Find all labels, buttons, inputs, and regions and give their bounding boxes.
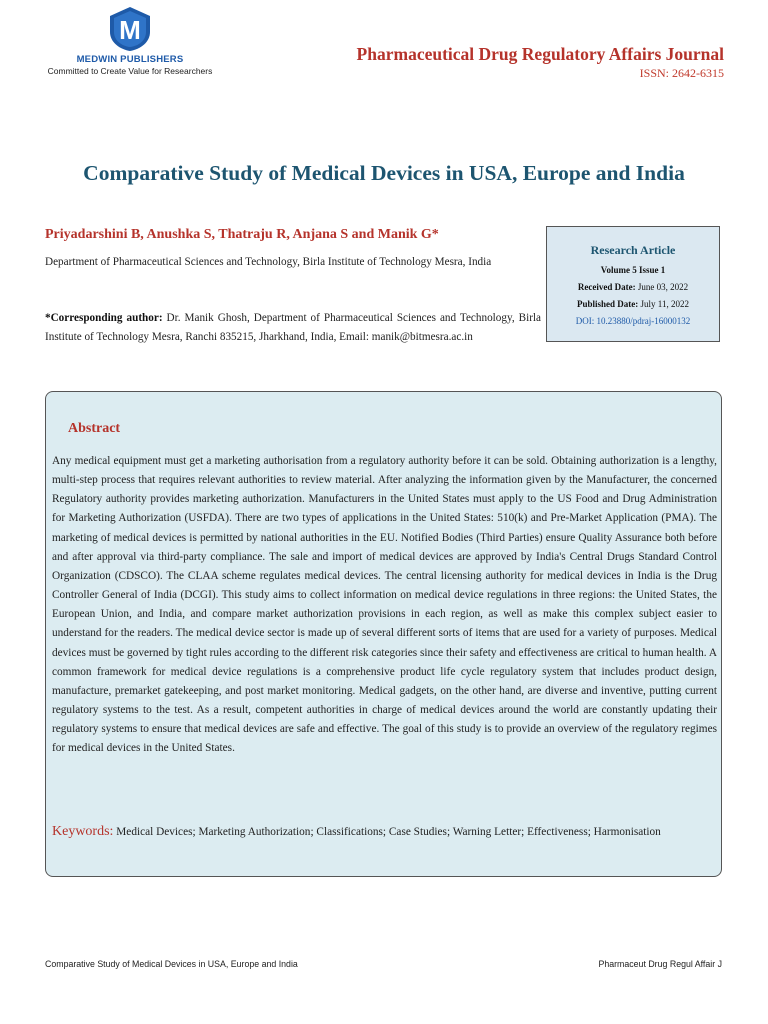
keywords-list: Medical Devices; Marketing Authorization; Classifications; Case Studies; Warning Letter; Effectiveness; Harmonisation bbox=[116, 826, 661, 838]
article-title: Comparative Study of Medical Devices in USA, Europe and India bbox=[83, 161, 685, 185]
corresponding-label: *Corresponding author: bbox=[45, 312, 163, 324]
footer-journal-abbrev: Pharmaceut Drug Regul Affair J bbox=[598, 959, 722, 969]
corresponding-author bbox=[45, 309, 541, 347]
abstract-heading: Abstract bbox=[68, 421, 121, 436]
doi-link[interactable]: DOI: 10.23880/pdraj-16000132 bbox=[575, 316, 691, 326]
keywords bbox=[52, 822, 717, 842]
corresponding-text: Dr. Manik Ghosh, Department of Pharmaceutical Sciences and Technology, Birla Institute of Technology Mesra, Ranchi 835215, Jharkhand, India, Email: manik@bitmesra.ac.in bbox=[45, 312, 542, 343]
footer-article-title: Comparative Study of Medical Devices in USA, Europe and India bbox=[45, 959, 298, 969]
publisher-logo bbox=[40, 6, 220, 76]
volume-issue: Volume 5 Issue 1 bbox=[600, 265, 666, 275]
abstract-text: Any medical equipment must get a marketing authorisation from a regulatory authority before it can be sold. Obtaining authorization is a lengthy, multi-step process that requires relevant authorities to review material. After analyzing the information given by the Manufacturer, the concerned Regulatory authority provides marketing authorization. Manufacturers in the United States must apply to the US Food and Drug Administration for Marketing Authorization (USFDA). There are two types of applications in the United States: 510(k) and Pre-Market Application (PMA). The marketing of medical devices is permitted by national authorities in the EU. Notified Bodies (Third Parties) ensure Quality Assurance both before and after approval via third-party compliance. The sale and import of medical devices are approved by India's Central Drugs Standard Control Organization (CDSCO). The CLAA scheme regulates medical devices. The central licensing authority for medical devices in India is the Drug Controller General of India (DCGI). This study aims to collect information on medical device regulations in three regions: the United States, the European Union, and India, and compare market authorization provisions in each region, as well as make this complex subject easier to understand for the readers. The medical device sector is made up of several different sorts of items that are used for a variety of purposes. Medical devices must be governed by tight rules according to the different risk categories since their safety and effectiveness are critical to human health. A common framework for medical device regulations is a comprehensive product life cycle regulatory system that includes product design, manufacture, premarket gatekeeping, and post market monitoring. Medical gadgets, on the other hand, are diverse and inventive, putting current regulatory systems to the test. As a result, competent authorities in charge of medical devices around the world are constantly updating their regulatory systems to ensure that medical devices are safe and effective. The goal of this study is to provide an overview of the regulatory regimes for medical devices in the United States. bbox=[52, 455, 717, 755]
article-authors: Priyadarshini B, Anushka S, Thatraju R, Anjana S and Manik G* bbox=[45, 227, 439, 242]
journal-header bbox=[357, 44, 724, 81]
article-info-box bbox=[546, 226, 720, 342]
published-date: Published Date: July 11, 2022 bbox=[577, 299, 689, 309]
journal-name: Pharmaceutical Drug Regulatory Affairs Journal bbox=[356, 44, 724, 64]
medwin-shield-icon bbox=[108, 6, 152, 52]
keywords-label: Keywords: bbox=[52, 824, 114, 839]
publisher-tagline: Committed to Create Value for Researchers bbox=[47, 66, 213, 76]
article-type: Research Article bbox=[590, 243, 676, 257]
abstract-box bbox=[45, 391, 722, 877]
logo-letter: M bbox=[119, 15, 141, 45]
author-affiliation: Department of Pharmaceutical Sciences and Technology, Birla Institute of Technology Mesra, India bbox=[45, 256, 492, 268]
publisher-name: MEDWIN PUBLISHERS bbox=[76, 54, 184, 65]
journal-issn: ISSN: 2642-6315 bbox=[639, 66, 724, 80]
received-date: Received Date: June 03, 2022 bbox=[577, 282, 689, 292]
